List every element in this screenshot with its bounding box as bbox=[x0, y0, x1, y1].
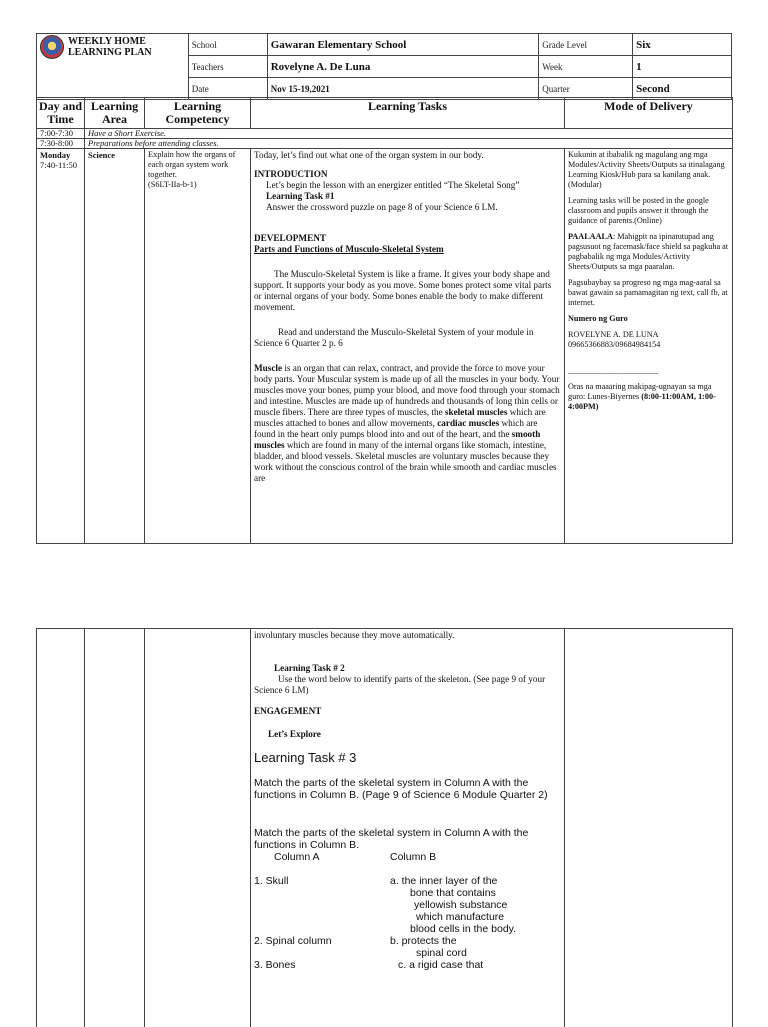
teachers-label: Teachers bbox=[188, 56, 267, 78]
muscle-text-3: which are found in the heart only pumps blood into and out of the heart, and the bbox=[254, 418, 537, 439]
col-learning-area: Learning Area bbox=[85, 98, 145, 129]
item-2-b-line: spinal cord bbox=[390, 947, 540, 959]
match-item-1-a: 1. Skull bbox=[254, 875, 390, 935]
schedule-activity: Have a Short Exercise. bbox=[85, 129, 733, 139]
grade-label: Grade Level bbox=[539, 34, 633, 56]
match-item-1 bbox=[254, 875, 561, 935]
lets-explore-heading: Let’s Explore bbox=[254, 729, 561, 740]
smooth-muscles-term: smooth muscles bbox=[254, 429, 540, 450]
learning-plan-table bbox=[36, 97, 733, 544]
introduction-text: Let’s begin the lesson with an energizer entitled “The Skeletal Song” bbox=[254, 180, 561, 191]
plan-title-cell bbox=[37, 34, 189, 100]
involuntary-line: involuntary muscles because they move automatically. bbox=[254, 630, 561, 641]
column-header-row bbox=[37, 98, 733, 129]
column-headers bbox=[254, 851, 561, 863]
day-time: 7:40-11:50 bbox=[40, 160, 81, 170]
mode-modular: Kukunin at ibabalik ng magulang ang mga Modules/Activity Sheets/Outputs sa itinalagang Learning Kiosk/Hub para sa kanilang anak.(Modular) bbox=[568, 150, 729, 190]
learning-task-1-title: Learning Task #1 bbox=[254, 191, 561, 202]
reminder-text: : Mahigpit na ipinatutupad ang pagsusuot ng facemask/face shield sa pagkuha at pagbabalik ng mga Modules/Activity Sheets/Outputs sa mga paaralan. bbox=[568, 232, 728, 271]
col-mode-of-delivery: Mode of Delivery bbox=[565, 98, 733, 129]
match-item-3-b: c. a rigid case that bbox=[390, 959, 548, 971]
consultation-text: Oras na maaaring makipag-ugnayan sa mga guro: Lunes-Biyernes bbox=[568, 382, 711, 401]
competency-code: (S6LT-IIa-b-1) bbox=[148, 180, 247, 190]
competency-text: Explain how the organs of each organ system work together. bbox=[148, 150, 247, 180]
schedule-time: 7:30-8:00 bbox=[37, 139, 85, 149]
deped-seal-icon bbox=[40, 35, 64, 59]
item-1-b-line: which manufacture bbox=[390, 911, 540, 923]
week-value: 1 bbox=[633, 56, 732, 78]
development-subheading: Parts and Functions of Musculo-Skeletal System bbox=[254, 244, 561, 255]
plan-title-line2: LEARNING PLAN bbox=[68, 47, 152, 58]
page-gap bbox=[0, 580, 768, 628]
teacher-number-label: Numero ng Guro bbox=[568, 314, 729, 324]
header-table bbox=[36, 33, 732, 100]
introduction-heading: INTRODUCTION bbox=[254, 169, 561, 180]
learning-task-2-text: Use the word below to identify parts of the skeleton. (See page 9 of your Science 6 LM) bbox=[254, 674, 561, 696]
muscle-text-1: is an organ that can relax, contract, and provide the force to move your body parts. Your Muscular system is made up of all the muscles in your body. Your muscles move your bones, pump your blood, and move food through your stomach and intestine. Muscles are made up of hundreds and thousands of long thin cells or muscle fibers. There are three types of muscles, the bbox=[254, 363, 560, 417]
date-label: Date bbox=[188, 78, 267, 100]
muscle-text-4: which are found in many of the internal organs like stomach, intestine, bladder, and blood vessels. Skeletal muscles are voluntary muscles because they work without the conscious control of the brain while smooth and cardiac muscles are bbox=[254, 440, 557, 483]
column-b-header: Column B bbox=[390, 851, 436, 863]
col-learning-tasks: Learning Tasks bbox=[251, 98, 565, 129]
learning-task-3-title: Learning Task # 3 bbox=[254, 752, 561, 763]
plan-title-line1: WEEKLY HOME bbox=[68, 36, 146, 47]
engagement-heading: ENGAGEMENT bbox=[254, 706, 561, 717]
intro-line: Today, let’s find out what one of the organ system in our body. bbox=[254, 150, 561, 161]
consultation-hours bbox=[568, 382, 729, 412]
learning-task-1-text: Answer the crossword puzzle on page 8 of your Science 6 LM. bbox=[254, 202, 561, 213]
cont-mode-cell bbox=[565, 629, 733, 1027]
teacher-name: ROVELYNE A. DE LUNA bbox=[568, 330, 729, 340]
cont-day-cell bbox=[37, 629, 85, 1027]
read-module-paragraph: Read and understand the Musculo-Skeletal System of your module in Science 6 Quarter 2 p. 6 bbox=[254, 327, 561, 349]
skeletal-muscles-term: skeletal muscles bbox=[445, 407, 508, 417]
musculo-skeletal-paragraph: The Musculo-Skeletal System is like a frame. It gives your body shape and support. It supports your body as you move. Some bones protect some vital parts or internal organs of your body. Some bones enable the body to make different movement. bbox=[254, 269, 561, 313]
cont-competency-cell bbox=[145, 629, 251, 1027]
cont-area-cell bbox=[85, 629, 145, 1027]
learning-task-2-title: Learning Task # 2 bbox=[254, 663, 561, 674]
mode-online: Learning tasks will be posted in the google classroom and pupils answer it through the guidance of parents.(Online) bbox=[568, 196, 729, 226]
teachers-value: Rovelyne A. De Luna bbox=[267, 56, 539, 78]
cardiac-muscles-term: cardiac muscles bbox=[437, 418, 499, 428]
match-item-2-b bbox=[390, 935, 540, 959]
competency-cell bbox=[145, 149, 251, 544]
match-instructions: Match the parts of the skeletal system in Column A with the functions in Column B. bbox=[254, 827, 561, 851]
match-item-3-a: 3. Bones bbox=[254, 959, 390, 971]
grade-value: Six bbox=[633, 34, 732, 56]
mode-of-delivery-cell bbox=[565, 149, 733, 544]
day-name: Monday bbox=[40, 150, 81, 160]
mode-monitoring: Pagsubaybay sa progreso ng mga mag-aaral sa bawat gawain sa pamamagitan ng text, call fb, at internet. bbox=[568, 278, 729, 308]
muscle-paragraph bbox=[254, 363, 561, 484]
learning-task-3-text: Match the parts of the skeletal system in Column A with the functions in Column B. (Page 9 of Science 6 Module Quarter 2) bbox=[254, 777, 561, 801]
school-label: School bbox=[188, 34, 267, 56]
match-item-2-a: 2. Spinal column bbox=[254, 935, 390, 959]
continuation-table bbox=[36, 628, 733, 1027]
schedule-time: 7:00-7:30 bbox=[37, 129, 85, 139]
schedule-row bbox=[37, 139, 733, 149]
quarter-label: Quarter bbox=[539, 78, 633, 100]
item-1-b-line: a. the inner layer of the bbox=[390, 875, 540, 887]
school-value: Gawaran Elementary School bbox=[267, 34, 539, 56]
column-a-header: Column A bbox=[274, 851, 390, 863]
date-value: Nov 15-19,2021 bbox=[267, 78, 539, 100]
quarter-value: Second bbox=[633, 78, 732, 100]
match-item-1-b bbox=[390, 875, 540, 935]
muscle-term: Muscle bbox=[254, 363, 282, 373]
muscle-text-2: which are muscles attached to bones and allow movements, bbox=[254, 407, 546, 428]
match-item-2 bbox=[254, 935, 561, 959]
cont-tasks-cell bbox=[251, 629, 565, 1027]
match-item-3 bbox=[254, 959, 561, 971]
learning-area-cell: Science bbox=[85, 149, 145, 544]
learning-tasks-cell bbox=[251, 149, 565, 544]
plan-title bbox=[68, 36, 152, 58]
item-1-b-line: blood cells in the body. bbox=[390, 923, 540, 935]
item-1-b-line: yellowish substance bbox=[390, 899, 540, 911]
item-2-b-line: b. protects the bbox=[390, 935, 540, 947]
schedule-row bbox=[37, 129, 733, 139]
reminder-label: PAALAALA bbox=[568, 232, 613, 241]
day-time-cell bbox=[37, 149, 85, 544]
monday-row bbox=[37, 149, 733, 544]
mode-reminder bbox=[568, 232, 729, 272]
col-day-time: Day and Time bbox=[37, 98, 85, 129]
teacher-phone: 09665366883/09684984154 bbox=[568, 340, 729, 350]
development-heading: DEVELOPMENT bbox=[254, 233, 561, 244]
mode-divider: ______________________ bbox=[568, 366, 729, 376]
item-1-b-line: bone that contains bbox=[390, 887, 540, 899]
consultation-hours-value: (8:00-11:00AM, 1:00-4:00PM) bbox=[568, 392, 716, 411]
week-label: Week bbox=[539, 56, 633, 78]
schedule-activity: Preparations before attending classes. bbox=[85, 139, 733, 149]
col-learning-competency: Learning Competency bbox=[145, 98, 251, 129]
